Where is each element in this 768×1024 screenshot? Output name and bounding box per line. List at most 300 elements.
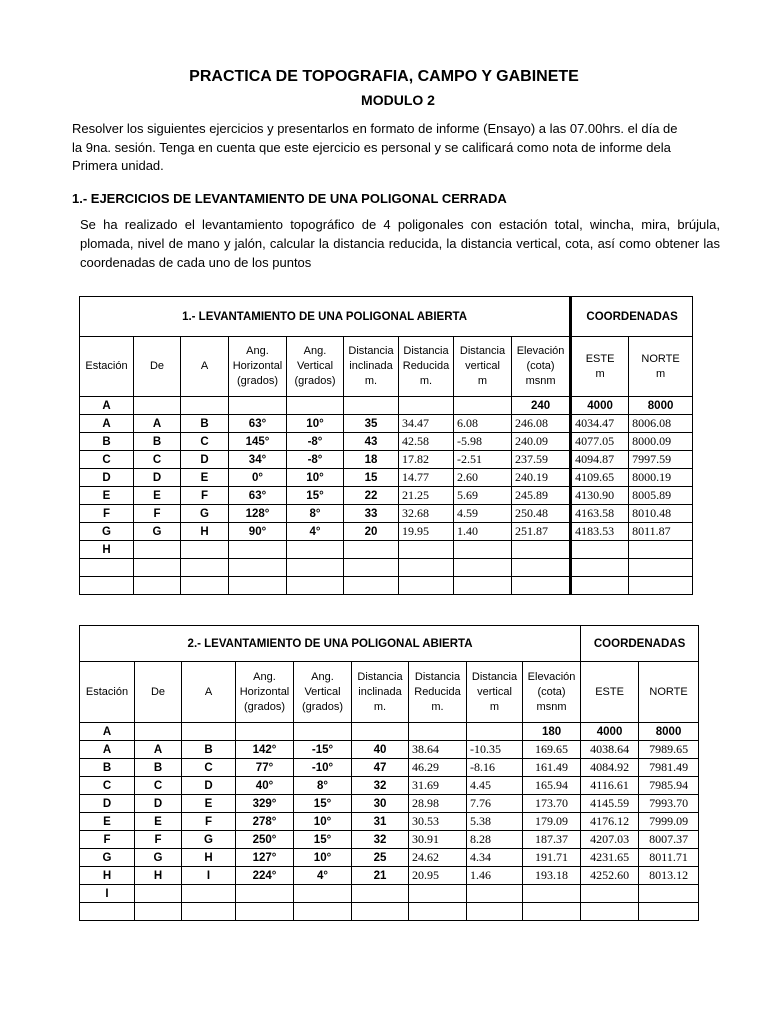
intro-paragraph	[72, 120, 762, 176]
table-row	[80, 433, 693, 451]
cell-ang-horizontal: 90°	[229, 523, 287, 541]
cell-ang-horizontal: 142°	[236, 741, 294, 759]
header-distancia-inclinada	[352, 662, 409, 723]
cell-ang-horizontal: 63°	[229, 487, 287, 505]
cell-norte: 8000	[629, 397, 693, 415]
table-row	[80, 741, 699, 759]
cell-elevacion: 245.89	[512, 487, 571, 505]
cell-estacion: G	[80, 523, 134, 541]
cell-elevacion: 191.71	[523, 849, 581, 867]
header-text: msnm	[525, 375, 556, 387]
cell-elevacion: 173.70	[523, 795, 581, 813]
cell-ang-vertical: -10°	[294, 759, 352, 777]
cell-distancia-reducida: 14.77	[399, 469, 454, 487]
cell-ang-vertical: 15°	[294, 795, 352, 813]
document-subtitle: MODULO 2	[361, 92, 435, 108]
table-row-empty	[80, 903, 699, 921]
cell-empty	[181, 397, 229, 415]
cell-distancia-reducida: 30.91	[409, 831, 467, 849]
cell-empty	[629, 541, 693, 559]
header-ang-horizontal	[229, 337, 287, 397]
cell-empty	[80, 559, 134, 577]
table-row	[80, 415, 693, 433]
cell-empty	[134, 541, 181, 559]
cell-empty	[352, 723, 409, 741]
cell-ang-horizontal: 224°	[236, 867, 294, 885]
cell-estacion: A	[80, 741, 135, 759]
cell-a: E	[181, 469, 229, 487]
cell-ang-vertical: 8°	[287, 505, 344, 523]
cell-este: 4145.59	[581, 795, 639, 813]
cell-empty	[409, 723, 467, 741]
cell-distancia-inclinada: 15	[344, 469, 399, 487]
header-este: ESTE	[581, 662, 639, 723]
cell-estacion: A	[80, 397, 134, 415]
cell-a: H	[182, 849, 236, 867]
cell-ang-vertical: -8°	[287, 433, 344, 451]
header-elevacion	[512, 337, 571, 397]
cell-ang-horizontal: 128°	[229, 505, 287, 523]
cell-empty	[454, 559, 512, 577]
cell-distancia-reducida: 28.98	[409, 795, 467, 813]
cell-distancia-reducida: 21.25	[399, 487, 454, 505]
header-text: vertical	[477, 685, 512, 698]
cell-norte: 8011.71	[639, 849, 699, 867]
header-distancia-reducida	[399, 337, 454, 397]
cell-ang-vertical: -8°	[287, 451, 344, 469]
coordinates-header: COORDENADAS	[571, 297, 693, 337]
cell-norte: 7997.59	[629, 451, 693, 469]
cell-norte: 7989.65	[639, 741, 699, 759]
cell-distancia-inclinada: 30	[352, 795, 409, 813]
cell-empty	[181, 541, 229, 559]
cell-ang-vertical: -15°	[294, 741, 352, 759]
cell-estacion: H	[80, 867, 135, 885]
cell-de: H	[135, 867, 182, 885]
header-distancia-vertical	[467, 662, 523, 723]
cell-empty	[182, 885, 236, 903]
header-ang-vertical	[287, 337, 344, 397]
cell-empty	[409, 903, 467, 921]
cell-norte: 8007.37	[639, 831, 699, 849]
header-de: De	[135, 662, 182, 723]
cell-empty	[294, 723, 352, 741]
cell-de: B	[134, 433, 181, 451]
cell-estacion: C	[80, 451, 134, 469]
cell-empty	[454, 541, 512, 559]
cell-de: A	[134, 415, 181, 433]
cell-distancia-reducida: 31.69	[409, 777, 467, 795]
cell-empty	[344, 577, 399, 595]
cell-empty	[523, 885, 581, 903]
cell-empty	[399, 577, 454, 595]
cell-a: C	[182, 759, 236, 777]
cell-estacion: A	[80, 723, 135, 741]
cell-a: C	[181, 433, 229, 451]
cell-empty	[135, 885, 182, 903]
cell-distancia-vertical: 5.69	[454, 487, 512, 505]
header-text: m	[489, 700, 500, 713]
cell-elevacion: 240.19	[512, 469, 571, 487]
cell-norte: 7993.70	[639, 795, 699, 813]
table-row-start	[80, 723, 699, 741]
cell-empty	[352, 885, 409, 903]
cell-empty	[287, 397, 344, 415]
table-row	[80, 867, 699, 885]
header-a: A	[182, 662, 236, 723]
header-a: A	[181, 337, 229, 397]
cell-este: 4094.87	[571, 451, 629, 469]
document-title: PRACTICA DE TOPOGRAFIA, CAMPO Y GABINETE	[189, 68, 579, 85]
cell-elevacion: 251.87	[512, 523, 571, 541]
cell-estacion: D	[80, 795, 135, 813]
cell-distancia-reducida: 38.64	[409, 741, 467, 759]
cell-norte: 7985.94	[639, 777, 699, 795]
cell-ang-horizontal: 77°	[236, 759, 294, 777]
cell-distancia-inclinada: 18	[344, 451, 399, 469]
cell-empty	[467, 903, 523, 921]
cell-ang-vertical: 10°	[287, 469, 344, 487]
header-text: vertical	[465, 360, 500, 372]
cell-este: 4000	[571, 397, 629, 415]
cell-este: 4000	[581, 723, 639, 741]
header-text: m	[477, 375, 488, 387]
header-text: Horizontal	[232, 360, 283, 372]
cell-distancia-vertical: 4.45	[467, 777, 523, 795]
header-text: m.	[364, 375, 378, 387]
cell-empty	[80, 903, 135, 921]
table-row	[80, 469, 693, 487]
header-text: m.	[373, 700, 387, 713]
cell-este: 4034.47	[571, 415, 629, 433]
cell-empty	[352, 903, 409, 921]
cell-distancia-inclinada: 31	[352, 813, 409, 831]
table-row-empty	[80, 577, 693, 595]
table-row	[80, 523, 693, 541]
cell-elevacion: 250.48	[512, 505, 571, 523]
cell-distancia-vertical: 7.76	[467, 795, 523, 813]
intro-line: Resolver los siguientes ejercicios y presentarlos en formato de informe (Ensayo) a las 07.00hrs. el día de	[72, 121, 678, 136]
cell-distancia-inclinada: 25	[352, 849, 409, 867]
cell-a: E	[182, 795, 236, 813]
survey-table-1	[79, 296, 693, 595]
cell-empty	[571, 541, 629, 559]
cell-este: 4252.60	[581, 867, 639, 885]
cell-distancia-vertical: -10.35	[467, 741, 523, 759]
cell-distancia-inclinada: 33	[344, 505, 399, 523]
cell-empty	[399, 541, 454, 559]
cell-elevacion: 161.49	[523, 759, 581, 777]
cell-empty	[134, 559, 181, 577]
cell-empty	[236, 903, 294, 921]
cell-empty	[294, 903, 352, 921]
header-text: Ang.	[246, 345, 269, 357]
cell-distancia-vertical: 1.46	[467, 867, 523, 885]
cell-distancia-reducida: 19.95	[399, 523, 454, 541]
cell-estacion: B	[80, 759, 135, 777]
cell-empty	[181, 559, 229, 577]
cell-empty	[287, 541, 344, 559]
cell-distancia-inclinada: 22	[344, 487, 399, 505]
cell-distancia-reducida: 30.53	[409, 813, 467, 831]
cell-empty	[467, 723, 523, 741]
cell-empty	[344, 397, 399, 415]
header-norte: NORTE	[639, 662, 699, 723]
cell-estacion: F	[80, 505, 134, 523]
cell-distancia-vertical: -2.51	[454, 451, 512, 469]
cell-empty	[581, 903, 639, 921]
header-distancia-inclinada	[344, 337, 399, 397]
cell-ang-horizontal: 40°	[236, 777, 294, 795]
table-row	[80, 759, 699, 777]
cell-empty	[236, 885, 294, 903]
cell-empty	[229, 577, 287, 595]
cell-empty	[181, 577, 229, 595]
table-row-end	[80, 541, 693, 559]
cell-distancia-vertical: -8.16	[467, 759, 523, 777]
header-text: Reducida	[402, 360, 450, 372]
cell-distancia-reducida: 20.95	[409, 867, 467, 885]
cell-distancia-vertical: 2.60	[454, 469, 512, 487]
header-distancia-vertical	[454, 337, 512, 397]
cell-este: 4231.65	[581, 849, 639, 867]
header-text: Vertical	[296, 360, 334, 372]
header-text: Distancia	[459, 345, 506, 357]
cell-distancia-reducida: 24.62	[409, 849, 467, 867]
section-title: 1.- EJERCICIOS DE LEVANTAMIENTO DE UNA POLIGONAL CERRADA	[72, 191, 507, 206]
cell-empty	[182, 903, 236, 921]
cell-ang-vertical: 10°	[294, 813, 352, 831]
cell-de: E	[135, 813, 182, 831]
header-text: (grados)	[237, 375, 278, 387]
header-text: (cota)	[537, 685, 566, 698]
header-norte	[629, 337, 693, 397]
cell-empty	[80, 577, 134, 595]
cell-norte: 8010.48	[629, 505, 693, 523]
cell-distancia-reducida: 32.68	[399, 505, 454, 523]
cell-a: F	[182, 813, 236, 831]
header-text: m	[595, 367, 605, 380]
cell-este: 4116.61	[581, 777, 639, 795]
cell-elevacion: 180	[523, 723, 581, 741]
cell-empty	[512, 577, 571, 595]
cell-empty	[467, 885, 523, 903]
cell-ang-horizontal: 0°	[229, 469, 287, 487]
header-text: Ang.	[311, 670, 334, 683]
cell-a: G	[181, 505, 229, 523]
cell-distancia-vertical: 5.38	[467, 813, 523, 831]
cell-empty	[287, 577, 344, 595]
table-row	[80, 487, 693, 505]
cell-estacion: D	[80, 469, 134, 487]
cell-este: 4084.92	[581, 759, 639, 777]
cell-de: C	[134, 451, 181, 469]
cell-elevacion: 240	[512, 397, 571, 415]
cell-empty	[639, 885, 699, 903]
cell-estacion: G	[80, 849, 135, 867]
cell-estacion: E	[80, 487, 134, 505]
cell-de: G	[134, 523, 181, 541]
cell-empty	[229, 559, 287, 577]
cell-distancia-vertical: 6.08	[454, 415, 512, 433]
cell-distancia-inclinada: 20	[344, 523, 399, 541]
table-row	[80, 451, 693, 469]
cell-de: G	[135, 849, 182, 867]
cell-estacion: I	[80, 885, 135, 903]
cell-empty	[182, 723, 236, 741]
cell-este: 4207.03	[581, 831, 639, 849]
cell-ang-vertical: 8°	[294, 777, 352, 795]
header-text: Elevación	[516, 345, 565, 357]
header-text: Ang.	[303, 345, 327, 357]
header-text: Horizontal	[239, 685, 290, 698]
cell-de: F	[135, 831, 182, 849]
cell-distancia-inclinada: 43	[344, 433, 399, 451]
cell-de: A	[135, 741, 182, 759]
cell-distancia-inclinada: 40	[352, 741, 409, 759]
cell-empty	[571, 559, 629, 577]
cell-elevacion: 246.08	[512, 415, 571, 433]
cell-este: 4109.65	[571, 469, 629, 487]
cell-distancia-reducida: 46.29	[409, 759, 467, 777]
header-ang-vertical	[294, 662, 352, 723]
cell-de: B	[135, 759, 182, 777]
table-row	[80, 813, 699, 831]
cell-distancia-vertical: -5.98	[454, 433, 512, 451]
header-text: (cota)	[526, 360, 555, 372]
cell-elevacion: 165.94	[523, 777, 581, 795]
table-row	[80, 777, 699, 795]
table-row	[80, 849, 699, 867]
header-text: Distancia	[403, 345, 449, 357]
table-title: 1.- LEVANTAMIENTO DE UNA POLIGONAL ABIERTA	[80, 297, 571, 337]
table-title: 2.- LEVANTAMIENTO DE UNA POLIGONAL ABIERTA	[80, 626, 581, 662]
cell-distancia-inclinada: 47	[352, 759, 409, 777]
cell-empty	[399, 397, 454, 415]
cell-este: 4077.05	[571, 433, 629, 451]
intro-line: la 9na. sesión. Tenga en cuenta que este ejercicio es personal y se calificará como nota de informe dela	[72, 139, 671, 155]
header-elevacion	[523, 662, 581, 723]
cell-distancia-inclinada: 32	[352, 777, 409, 795]
cell-de: D	[134, 469, 181, 487]
cell-ang-vertical: 4°	[294, 867, 352, 885]
intro-line: Primera unidad.	[72, 158, 164, 173]
cell-ang-horizontal: 127°	[236, 849, 294, 867]
cell-a: F	[181, 487, 229, 505]
cell-ang-vertical: 4°	[287, 523, 344, 541]
header-text: Reducida	[414, 685, 461, 698]
cell-estacion: C	[80, 777, 135, 795]
table-row-empty	[80, 559, 693, 577]
cell-ang-horizontal: 278°	[236, 813, 294, 831]
header-text: Distancia	[348, 345, 394, 357]
cell-norte: 8011.87	[629, 523, 693, 541]
cell-empty	[287, 559, 344, 577]
cell-empty	[512, 541, 571, 559]
cell-empty	[639, 903, 699, 921]
cell-ang-horizontal: 329°	[236, 795, 294, 813]
header-text: m.	[431, 700, 444, 713]
cell-empty	[135, 723, 182, 741]
cell-norte: 7981.49	[639, 759, 699, 777]
cell-de: E	[134, 487, 181, 505]
cell-norte: 7999.09	[639, 813, 699, 831]
cell-ang-vertical: 15°	[287, 487, 344, 505]
cell-ang-horizontal: 63°	[229, 415, 287, 433]
cell-este: 4038.64	[581, 741, 639, 759]
header-text: Distancia	[471, 670, 518, 683]
cell-empty	[236, 723, 294, 741]
header-text: (grados)	[294, 375, 336, 387]
cell-a: D	[182, 777, 236, 795]
cell-empty	[581, 885, 639, 903]
survey-table-2	[79, 625, 699, 921]
cell-distancia-inclinada: 32	[352, 831, 409, 849]
header-text: m	[655, 367, 666, 380]
cell-empty	[512, 559, 571, 577]
header-este	[571, 337, 629, 397]
cell-ang-horizontal: 34°	[229, 451, 287, 469]
header-text: (grados)	[302, 700, 343, 713]
table-row	[80, 505, 693, 523]
cell-estacion: H	[80, 541, 134, 559]
cell-de: C	[135, 777, 182, 795]
cell-empty	[399, 559, 454, 577]
cell-empty	[454, 397, 512, 415]
cell-empty	[629, 577, 693, 595]
header-estacion: Estación	[80, 662, 135, 723]
cell-empty	[229, 541, 287, 559]
cell-estacion: E	[80, 813, 135, 831]
header-estacion: Estación	[80, 337, 134, 397]
cell-empty	[409, 885, 467, 903]
cell-distancia-vertical: 4.59	[454, 505, 512, 523]
cell-elevacion: 237.59	[512, 451, 571, 469]
header-text: (grados)	[244, 700, 285, 713]
table-row	[80, 831, 699, 849]
cell-estacion: F	[80, 831, 135, 849]
cell-distancia-reducida: 42.58	[399, 433, 454, 451]
cell-ang-vertical: 10°	[287, 415, 344, 433]
header-distancia-reducida	[409, 662, 467, 723]
cell-a: D	[181, 451, 229, 469]
header-text: Ang.	[253, 670, 276, 683]
cell-elevacion: 187.37	[523, 831, 581, 849]
cell-empty	[344, 541, 399, 559]
cell-empty	[454, 577, 512, 595]
cell-ang-vertical: 10°	[294, 849, 352, 867]
cell-a: H	[181, 523, 229, 541]
header-text: inclinada	[358, 685, 402, 698]
header-text: Elevación	[527, 670, 576, 683]
cell-ang-vertical: 15°	[294, 831, 352, 849]
cell-elevacion: 179.09	[523, 813, 581, 831]
header-text: msnm	[536, 700, 567, 713]
cell-elevacion: 169.65	[523, 741, 581, 759]
cell-distancia-vertical: 8.28	[467, 831, 523, 849]
cell-este: 4130.90	[571, 487, 629, 505]
header-text: ESTE	[585, 352, 615, 365]
coordinates-header: COORDENADAS	[581, 626, 699, 662]
cell-norte: 8000.19	[629, 469, 693, 487]
cell-ang-horizontal: 145°	[229, 433, 287, 451]
cell-empty	[344, 559, 399, 577]
exercise-description: Se ha realizado el levantamiento topográfico de 4 poligonales con estación total, wincha, mira, brújula, plomada, nivel de mano y jalón, calcular la distancia reducida, la distancia vertical, cota, así como obtener las coordenadas de cada uno de los puntos	[80, 217, 720, 270]
cell-de: D	[135, 795, 182, 813]
cell-distancia-vertical: 1.40	[454, 523, 512, 541]
cell-empty	[134, 577, 181, 595]
cell-empty	[294, 885, 352, 903]
